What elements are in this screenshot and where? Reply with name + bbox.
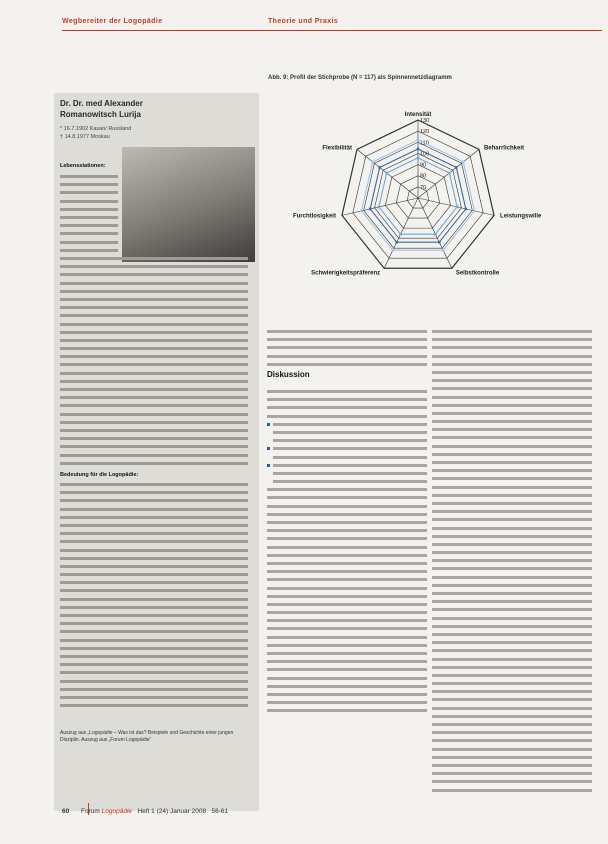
radar-chart [268, 98, 568, 298]
header-rule [62, 30, 602, 31]
tick-label: 100 [420, 151, 430, 158]
series-point [455, 166, 458, 169]
tick-label: 110 [420, 140, 429, 147]
series-point [417, 157, 420, 160]
series-point [417, 148, 420, 151]
series-point [417, 139, 420, 142]
text-column-middle-top [267, 330, 427, 371]
bio-dates [60, 125, 140, 141]
series-point [438, 241, 441, 244]
axis-label: Beharrlichkeit [483, 145, 525, 152]
series-point [385, 172, 388, 175]
journal-name: Forum Logopädie [81, 808, 133, 815]
meaning-label: Bedeutung für die Logopädie: [60, 472, 139, 478]
bio-born: * 16.7.1902 Kasan/ Russland [60, 126, 132, 132]
series-point [464, 208, 467, 211]
tick-label: 80 [420, 173, 427, 180]
tick-label: 90 [420, 162, 427, 169]
life-label: Lebensstationen: [60, 163, 106, 169]
series-point [434, 233, 437, 236]
series-point [369, 208, 372, 211]
series-point [456, 206, 459, 209]
tick-label: 120 [420, 129, 430, 136]
series-point [378, 206, 381, 209]
axis-label: Furchtlosigkeit [292, 213, 336, 220]
text-column-right [432, 330, 592, 797]
bio-name: Dr. Dr. med Alexander Romanowitsch Lurija [60, 99, 143, 119]
chart-title: Abb. 9: Profil der Stichprobe (N = 117) als Spinnennetzdiagramm [268, 75, 452, 81]
portrait-photo [122, 147, 255, 262]
bio-died: † 14.8.1977 Moskau [60, 134, 110, 140]
section-header-right: Theorie und Praxis [268, 18, 339, 25]
tick-label: 130 [420, 118, 430, 124]
section-header-left: Wegbereiter der Logopädie [62, 18, 163, 25]
axis-label: Intensität [404, 112, 432, 118]
series-point [473, 210, 476, 213]
life-text-block [60, 257, 248, 470]
series-point [399, 233, 402, 236]
issue-info: Heft 1 (24) Januar 2008 [137, 808, 207, 815]
axis-label: Selbstkontrolle [455, 270, 500, 277]
series-point [360, 210, 363, 213]
series-point [392, 249, 395, 252]
tick-label: 70 [420, 184, 427, 191]
page-range: 56-61 [211, 808, 229, 815]
series-point [442, 249, 445, 252]
axis-label: Leistungswille [500, 213, 542, 220]
footer [62, 808, 228, 815]
series-point [371, 161, 374, 164]
sidebar-note: Auszug aus „Logopädie – Was ist das? Beispiele und Geschichte einer jungen Disziplin. Auszug aus „Forum Logopädie“ [60, 730, 234, 743]
page-number: 60 [62, 808, 70, 815]
axis-label: Schwierigkeitspräferenz [311, 270, 381, 277]
series-point [448, 172, 451, 175]
series-point [462, 161, 465, 164]
series-point [378, 166, 381, 169]
series-point [395, 241, 398, 244]
meaning-text-block [60, 483, 248, 712]
axis-label: Flexibilität [322, 145, 353, 152]
life-text-block-narrow [60, 175, 118, 257]
discussion-title: Diskussion [267, 370, 310, 379]
text-column-middle [267, 390, 427, 718]
